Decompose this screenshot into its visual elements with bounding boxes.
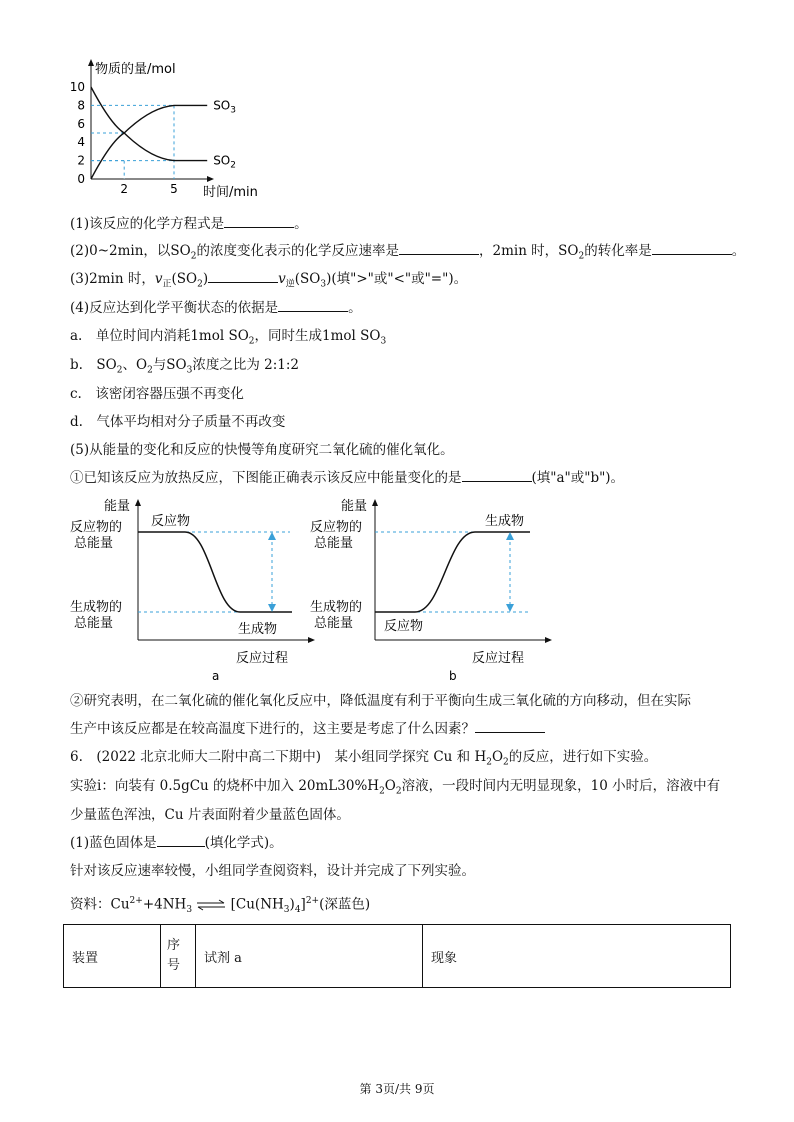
option-b: b. $SO_2$、$O_2$与$SO_3$浓度之比为 2:1:2 xyxy=(70,357,300,376)
graph-b-caption: b xyxy=(449,669,457,683)
graph1-xlabel: 时间/min xyxy=(203,185,258,200)
material-equation: 资料：$Cu^{2+}+4NH_3$ $[Cu(NH_3)_4]^{2+}$(深蓝色) xyxy=(70,896,371,916)
graph-a-xlabel: 反应过程 xyxy=(236,651,289,666)
series-so2-label: $SO_2$ xyxy=(213,153,236,171)
question-5-2-line2: 生产中该反应都是在较高温度下进行的，这主要是考虑了什么因素？ xyxy=(70,720,545,738)
question-6-intro: 针对该反应速率较慢，小组同学查阅资料，设计并完成了下列实验。 xyxy=(70,863,475,879)
graph-b-bottom-label-2: 总能量 xyxy=(314,616,354,631)
header-phenomenon: 现象 xyxy=(423,925,731,988)
option-a: a. 单位时间内消耗1mol $SO_2$，同时生成1mol $SO_3$ xyxy=(70,328,387,347)
answer-blank[interactable] xyxy=(652,242,732,255)
answer-blank[interactable] xyxy=(208,270,278,283)
graph-b-top-label-2: 总能量 xyxy=(314,536,354,551)
question-4: (4)反应达到化学平衡状态的依据是 。 xyxy=(70,300,362,316)
y-tick-label: 2 xyxy=(77,153,85,168)
answer-blank[interactable] xyxy=(224,215,294,228)
energy-graph-a xyxy=(70,498,315,683)
equilibrium-arrow-icon xyxy=(196,899,226,911)
question-5-2-line1: ②研究表明，在二氧化硫的催化氧化反应中，降低温度有利于平衡向生成三氧化硫的方向移动，但在实际 xyxy=(70,693,691,709)
option-d: d. 气体平均相对分子质量不再改变 xyxy=(70,414,286,430)
option-c: c. 该密闭容器压强不再变化 xyxy=(70,386,244,402)
header-device: 装置 xyxy=(64,925,161,988)
answer-blank[interactable] xyxy=(278,299,348,312)
y-tick-label: 10 xyxy=(69,80,85,94)
graph-a-bottom-label-1: 生成物的 xyxy=(70,600,123,615)
page-footer: 第 3页/共 9页 xyxy=(359,1082,435,1096)
x-tick-label: 2 xyxy=(120,182,129,196)
y-tick-label: 0 xyxy=(77,172,85,186)
graph-b-top-label-1: 反应物的 xyxy=(310,520,363,535)
energy-graph-b xyxy=(310,498,552,683)
series-so3-label: $SO_3$ xyxy=(213,98,236,116)
question-1: (1)该反应的化学方程式是 。 xyxy=(70,216,308,232)
graph-a-end-label: 生成物 xyxy=(238,622,278,637)
answer-blank[interactable] xyxy=(462,469,532,482)
graph-a-caption: a xyxy=(212,669,220,683)
graph-b-bottom-label-1: 生成物的 xyxy=(310,600,363,615)
answer-blank[interactable] xyxy=(399,242,479,255)
y-tick-label: 8 xyxy=(77,98,85,113)
graph-a-start-label: 反应物 xyxy=(151,514,191,529)
answer-blank[interactable] xyxy=(475,720,545,733)
experiment-table xyxy=(63,924,731,988)
graph-a-curve xyxy=(138,532,292,612)
question-3: (3)2min 时，$v_正(SO_2)$ $v_逆(SO_3)$(填">"或"<"或"=")。 xyxy=(70,271,468,290)
y-tick-label: 4 xyxy=(77,135,85,150)
amount-time-graph xyxy=(60,55,280,200)
graph1-ylabel: 物质的量/mol xyxy=(95,62,176,77)
question-5: (5)从能量的变化和反应的快慢等角度研究二氧化硫的催化氧化。 xyxy=(70,442,454,458)
header-reagent: 试剂 a xyxy=(196,925,423,988)
question-2: (2)0~2min，以$SO_2$的浓度变化表示的化学反应速率是 ，2min 时，$SO_2$的转化率是 。 xyxy=(70,243,746,262)
x-tick-label: 5 xyxy=(170,182,178,196)
question-6-1: (1)蓝色固体是 (填化学式)。 xyxy=(70,835,283,851)
answer-blank[interactable] xyxy=(157,834,205,847)
graph-a-top-label-1: 反应物的 xyxy=(70,520,123,535)
question-5-1: ①已知该反应为放热反应，下图能正确表示该反应中能量变化的是 (填"a"或"b")。 xyxy=(70,470,625,486)
energy-graphs xyxy=(60,490,580,685)
graph-a-bottom-label-2: 总能量 xyxy=(74,616,114,631)
graph-b-start-label: 反应物 xyxy=(384,619,424,634)
experiment-1-line1: 实验ⅰ：向装有 0.5gCu 的烧杯中加入 $20mL30\%H_2O_2$溶液，一段时间内无明显现象，10 小时后，溶液中有 xyxy=(70,778,721,797)
experiment-1-line2: 少量蓝色浑浊，Cu 片表面附着少量蓝色固体。 xyxy=(70,807,350,823)
graph-b-curve xyxy=(375,532,530,612)
question-6: 6. (2022 北京北师大二附中高二下期中) 某小组同学探究 Cu 和 $H_2O_2$的反应，进行如下实验。 xyxy=(70,749,658,768)
graph-b-xlabel: 反应过程 xyxy=(472,651,525,666)
graph-a-ylabel: 能量 xyxy=(104,499,131,514)
graph-b-ylabel: 能量 xyxy=(341,499,368,514)
header-seq: 序 号 xyxy=(161,925,196,988)
graph-b-end-label: 生成物 xyxy=(485,514,525,529)
graph-a-top-label-2: 总能量 xyxy=(74,536,114,551)
y-tick-label: 6 xyxy=(77,116,85,131)
